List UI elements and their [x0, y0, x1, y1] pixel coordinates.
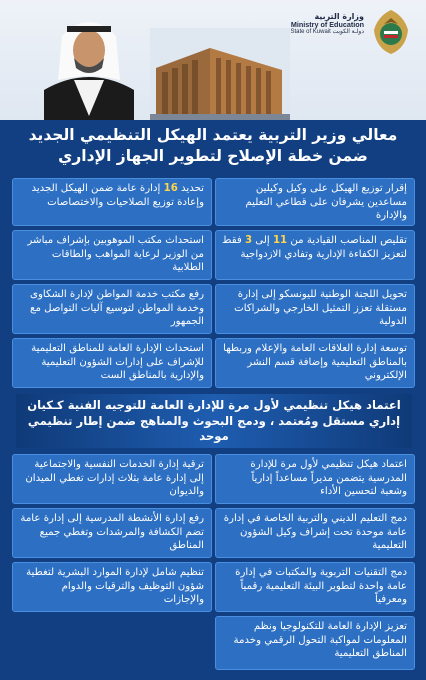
item-text: تحديد [177, 183, 204, 194]
item-highlight: 3 [244, 235, 253, 246]
reform-item-left-5: ترقية إدارة الخدمات النفسية والاجتماعية إلى إدارة عامة بثلاث إدارات تغطي الميدان والديوان [12, 454, 212, 504]
reform-item-left-3: رفع مكتب خدمة المواطن لإدارة الشكاوى وخدمة المواطن لتوسيع آليات التواصل مع الجمهور [12, 284, 212, 334]
header-banner [0, 0, 426, 120]
state-name-en: State of Kuwait [290, 29, 331, 36]
ministry-name-ar: وزارة التربية [314, 12, 364, 21]
reform-item-left-7: تنظيم شامل لإدارة الموارد البشرية لتغطية شؤون التوظيف والترقيات والدوام والإجازات [12, 562, 212, 612]
reform-item-right-1: إقرار توزيع الهيكل على وكيل وكيلين مساعدين يشرفان على قطاعي التعليم والإدارة [215, 178, 415, 226]
reform-item-left-2: استحداث مكتب الموهوبين بإشراف مباشر من الوزير لرعاية المواهب والطاقات الطلابية [12, 230, 212, 280]
state-name-ar: دولـة الكويت [332, 29, 364, 36]
ministry-name-en: Ministry of Education [290, 20, 364, 30]
reform-item-right-5: اعتماد هيكل تنظيمي لأول مرة للإدارة المدرسية يتضمن مديراً مساعداً إدارياً وشعبة لتحسين الأداء [215, 454, 415, 504]
ministry-logo [268, 6, 418, 66]
reform-item-right-2 [215, 230, 415, 280]
minister-portrait [44, 6, 134, 120]
item-text: فقط لتعزيز الكفاءة الإدارية وتفادي الازدواجية [222, 235, 407, 260]
item-text: إلى [252, 235, 273, 246]
highlight-banner: اعتماد هيكل تنظيمي لأول مرة للإدارة العامة للتوجيه الفنية كـكيان إداري مستقل ومُعتمد ، ودمج البحوث والمناهج ضمن إطار تنظيمي موحد [16, 394, 412, 448]
reform-item-right-3: تحويل اللجنة الوطنية لليونسكو إلى إدارة مستقلة تعزز التمثيل الخارجي والشراكات الدولية [215, 284, 415, 334]
reform-item-right-7: دمج التقنيات التربوية والمكتبات في إدارة عامة واحدة لتطوير البيئة التعليمية رقمياً ومعرفياً [215, 562, 415, 612]
item-text: إدارة عامة ضمن الهيكل الجديد وإعادة توزيع الصلاحيات والاختصاصات [31, 183, 204, 208]
reform-item-right-8: تعزيز الإدارة العامة للتكنولوجيا ونظم المعلومات لمواكبة التحول الرقمي وخدمة المناطق التعليمية [215, 616, 415, 670]
state-name [290, 29, 364, 36]
title-line-2: ضمن خطة الإصلاح لتطوير الجهاز الإداري [58, 147, 368, 165]
reform-item-right-6: دمج التعليم الديني والتربية الخاصة في إدارة عامة موحدة تحت إشراف وكيل الشؤون التعليمية [215, 508, 415, 558]
item-highlight: 11 [272, 235, 288, 246]
kuwait-emblem-icon [370, 8, 412, 56]
item-highlight: 16 [163, 183, 178, 194]
reform-item-right-4: توسعة إدارة العلاقات العامة والإعلام وربطها بالمناطق التعليمية وإضافة قسم النشر الإلكتروني [215, 338, 415, 388]
page-title [6, 125, 420, 167]
reform-item-left-6: رفع إدارة الأنشطة المدرسية إلى إدارة عامة تضم الكشافة والمرشدات وتغطي جميع المناطق [12, 508, 212, 558]
item-text: تقليص المناصب القيادية من [287, 235, 407, 246]
reform-item-left-1 [12, 178, 212, 226]
reform-item-left-4: استحداث الإدارة العامة للمناطق التعليمية للإشراف على إدارات الشؤون التعليمية والإدارية بالمناطق الست [12, 338, 212, 388]
title-line-1: معالي وزير التربية يعتمد الهيكل التنظيمي الجديد [28, 126, 398, 144]
